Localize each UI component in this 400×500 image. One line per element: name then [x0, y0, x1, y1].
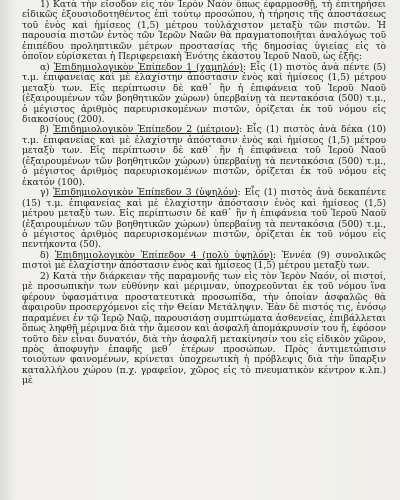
paragraph-1-intro: 1) Κατὰ τὴν εἴσοδον εἰς τὸν Ἱερὸν Ναὸν ὅπως ἐφαρμοσθῇ, τὴ ἐπιτηρήσει εἰδικῶς ἐξουσιοδοτηθέντος ἐπὶ τούτῳ προσώπου, ἡ τήρησις τῆς ἀποστάσεως τοῦ ἑνὸς καὶ ἡμίσεος (1,5) μέτρου τοὐλάχιστον μεταξὺ τῶν πιστῶν. Ἡ παρουσία πιστῶν ἐντὸς τῶν Ἱερῶν Ναῶν θὰ πραγματοποιῆται ἀναλόγως τοῦ ἐπιπέδου προληπτικῶν μέτρων προστασίας τῆς δημοσίας ὑγιείας εἰς τὸ ὁποῖον εὑρίσκεται ἡ Περιφερειακὴ Ἑνότης ἑκάστου Ἱεροῦ Ναοῦ, ὡς ἑξῆς:	[22, 0, 386, 63]
level-1-marker: α)	[40, 61, 50, 73]
level-2-title: Ἐπιδημιολογικὸν Ἐπίπεδον 2 (μέτριον)	[53, 124, 240, 136]
level-4-title: Ἐπιδημιολογικὸν Ἐπίπεδον 4 (πολὺ ὑψηλόν)	[54, 249, 273, 261]
level-2-item	[22, 125, 386, 188]
level-2-body: : Εἷς (1) πιστὸς ἀνὰ δέκα (10) τ.μ. ἐπιφανείας καὶ μὲ ἐλαχίστην ἀπόστασιν ἑνὸς καὶ ἡμίσεος (1,5) μέτρου μεταξὺ των. Εἰς περίπτωσιν δὲ καθ᾽ ἣν ἡ ἐπιφάνεια τοῦ Ἱεροῦ Ναοῦ (ἐξαιρουμένων τῶν βοηθητικῶν χώρων) ὑπερβαίνῃ τὰ πεντακόσια (500) τ.μ., ὁ μέγιστος ἀριθμὸς παρευρισκομένων πιστῶν, ὁρίζεται ἐκ τοῦ νόμου εἰς ἑκατόν (100).	[22, 124, 386, 188]
level-3-title: Ἐπιδημιολογικὸν Ἐπίπεδον 3 (ὑψηλόν)	[53, 187, 238, 199]
level-4-marker: δ)	[40, 249, 50, 261]
level-2-marker: β)	[40, 124, 49, 136]
level-1-body: : Εἷς (1) πιστὸς ἀνὰ πέντε (5) τ.μ. ἐπιφανείας καὶ μὲ ἐλαχίστην ἀπόστασιν ἑνὸς καὶ ἡμίσεος (1,5) μέτρου μεταξὺ των. Εἰς περίπτωσιν δὲ καθ᾽ ἣν ἡ ἐπιφάνεια τοῦ Ἱεροῦ Ναοῦ (ἐξαιρουμένων τῶν βοηθητικῶν χώρων) ὑπερβαίνῃ τὰ πεντακόσια (500) τ.μ., ὁ μέγιστος ἀριθμὸς παρευρισκομένων πιστῶν, ὁρίζεται ἐκ τοῦ νόμου εἰς διακοσίους (200).	[22, 61, 387, 125]
level-1-title: Ἐπιδημιολογικὸν Ἐπίπεδον 1 (χαμηλόν)	[53, 61, 243, 73]
document-text	[22, 0, 386, 387]
level-4-item	[22, 251, 386, 272]
paragraph-2: 2) Κατὰ τὴν διάρκειαν τῆς παραμονῆς των εἰς τὸν Ἱερὸν Ναόν, οἱ πιστοί, μὲ προσωπικὴν των εὐθύνην καὶ μέριμναν, ὑποχρεοῦνται ἐκ τοῦ νόμου ἵνα φέρουν ὑφασμάτινα προστατευτικὰ προσωπίδα, τὴν ὁποίαν ἀσφαλῶς θὰ ἀφαιροῦν προσερχόμενοι εἰς τὴν Θείαν Μετάληψιν. Ἐὰν δὲ πιστός τις, ἐνόσῳ παραμένει ἐν τῷ Ἱερῷ Ναῷ, παρουσιάσῃ συμπτώματα ἀσθενείας, ἐπιβάλλεται ὅπως ληφθῇ μέριμνα διὰ τὴν ἄμεσον καὶ ἀσφαλῆ ἀπομάκρυνσίν του ἤ, ἐφόσον τοῦτο δὲν εἶναι δυνατόν, διὰ τὴν ἀσφαλῆ μετακίνησίν του εἰς εἰδικὸν χῶρον, πρὸς ἀποφυγὴν ἐπαφῆς μεθ᾽ ἑτέρων προσώπων. Πρὸς ἀντιμετώπισιν τοιούτων φαινομένων, κρίνεται ὑποχρεωτικὴ ἡ πρόβλεψις διὰ τὴν ὕπαρξιν καταλλήλου χώρου (π.χ. γραφεῖον, χῶρος εἰς τὸ πνευματικὸν κέντρον κ.λπ.) μὲ	[22, 270, 386, 387]
level-3-body: : Εἷς (1) πιστὸς ἀνὰ δεκαπέντε (15) τ.μ. ἐπιφανείας καὶ μὲ ἐλαχίστην ἀπόστασιν ἑνὸς καὶ ἡμίσεος (1,5) μέτρου μεταξὺ των. Εἰς περίπτωσιν δὲ καθ᾽ ἣν ἡ ἐπιφάνεια τοῦ Ἱεροῦ Ναοῦ (ἐξαιρουμένων τῶν βοηθητικῶν χώρων) ὑπερβαίνῃ τὰ πεντακόσια (500) τ.μ., ὁ μέγιστος ἀριθμὸς παρευρισκομένων πιστῶν, ὁρίζεται ἐκ τοῦ νόμου εἰς πεντήκοντα (50).	[22, 187, 387, 251]
level-4-body: : Ἐννέα (9) συνολικῶς πιστοὶ μὲ ἐλαχίστην ἀπόστασιν ἑνὸς καὶ ἡμίσεος (1,5) μέτρου μεταξὺ των.	[22, 249, 386, 272]
level-3-item	[22, 188, 386, 251]
level-1-item	[22, 63, 386, 126]
level-3-marker: γ)	[40, 187, 49, 199]
